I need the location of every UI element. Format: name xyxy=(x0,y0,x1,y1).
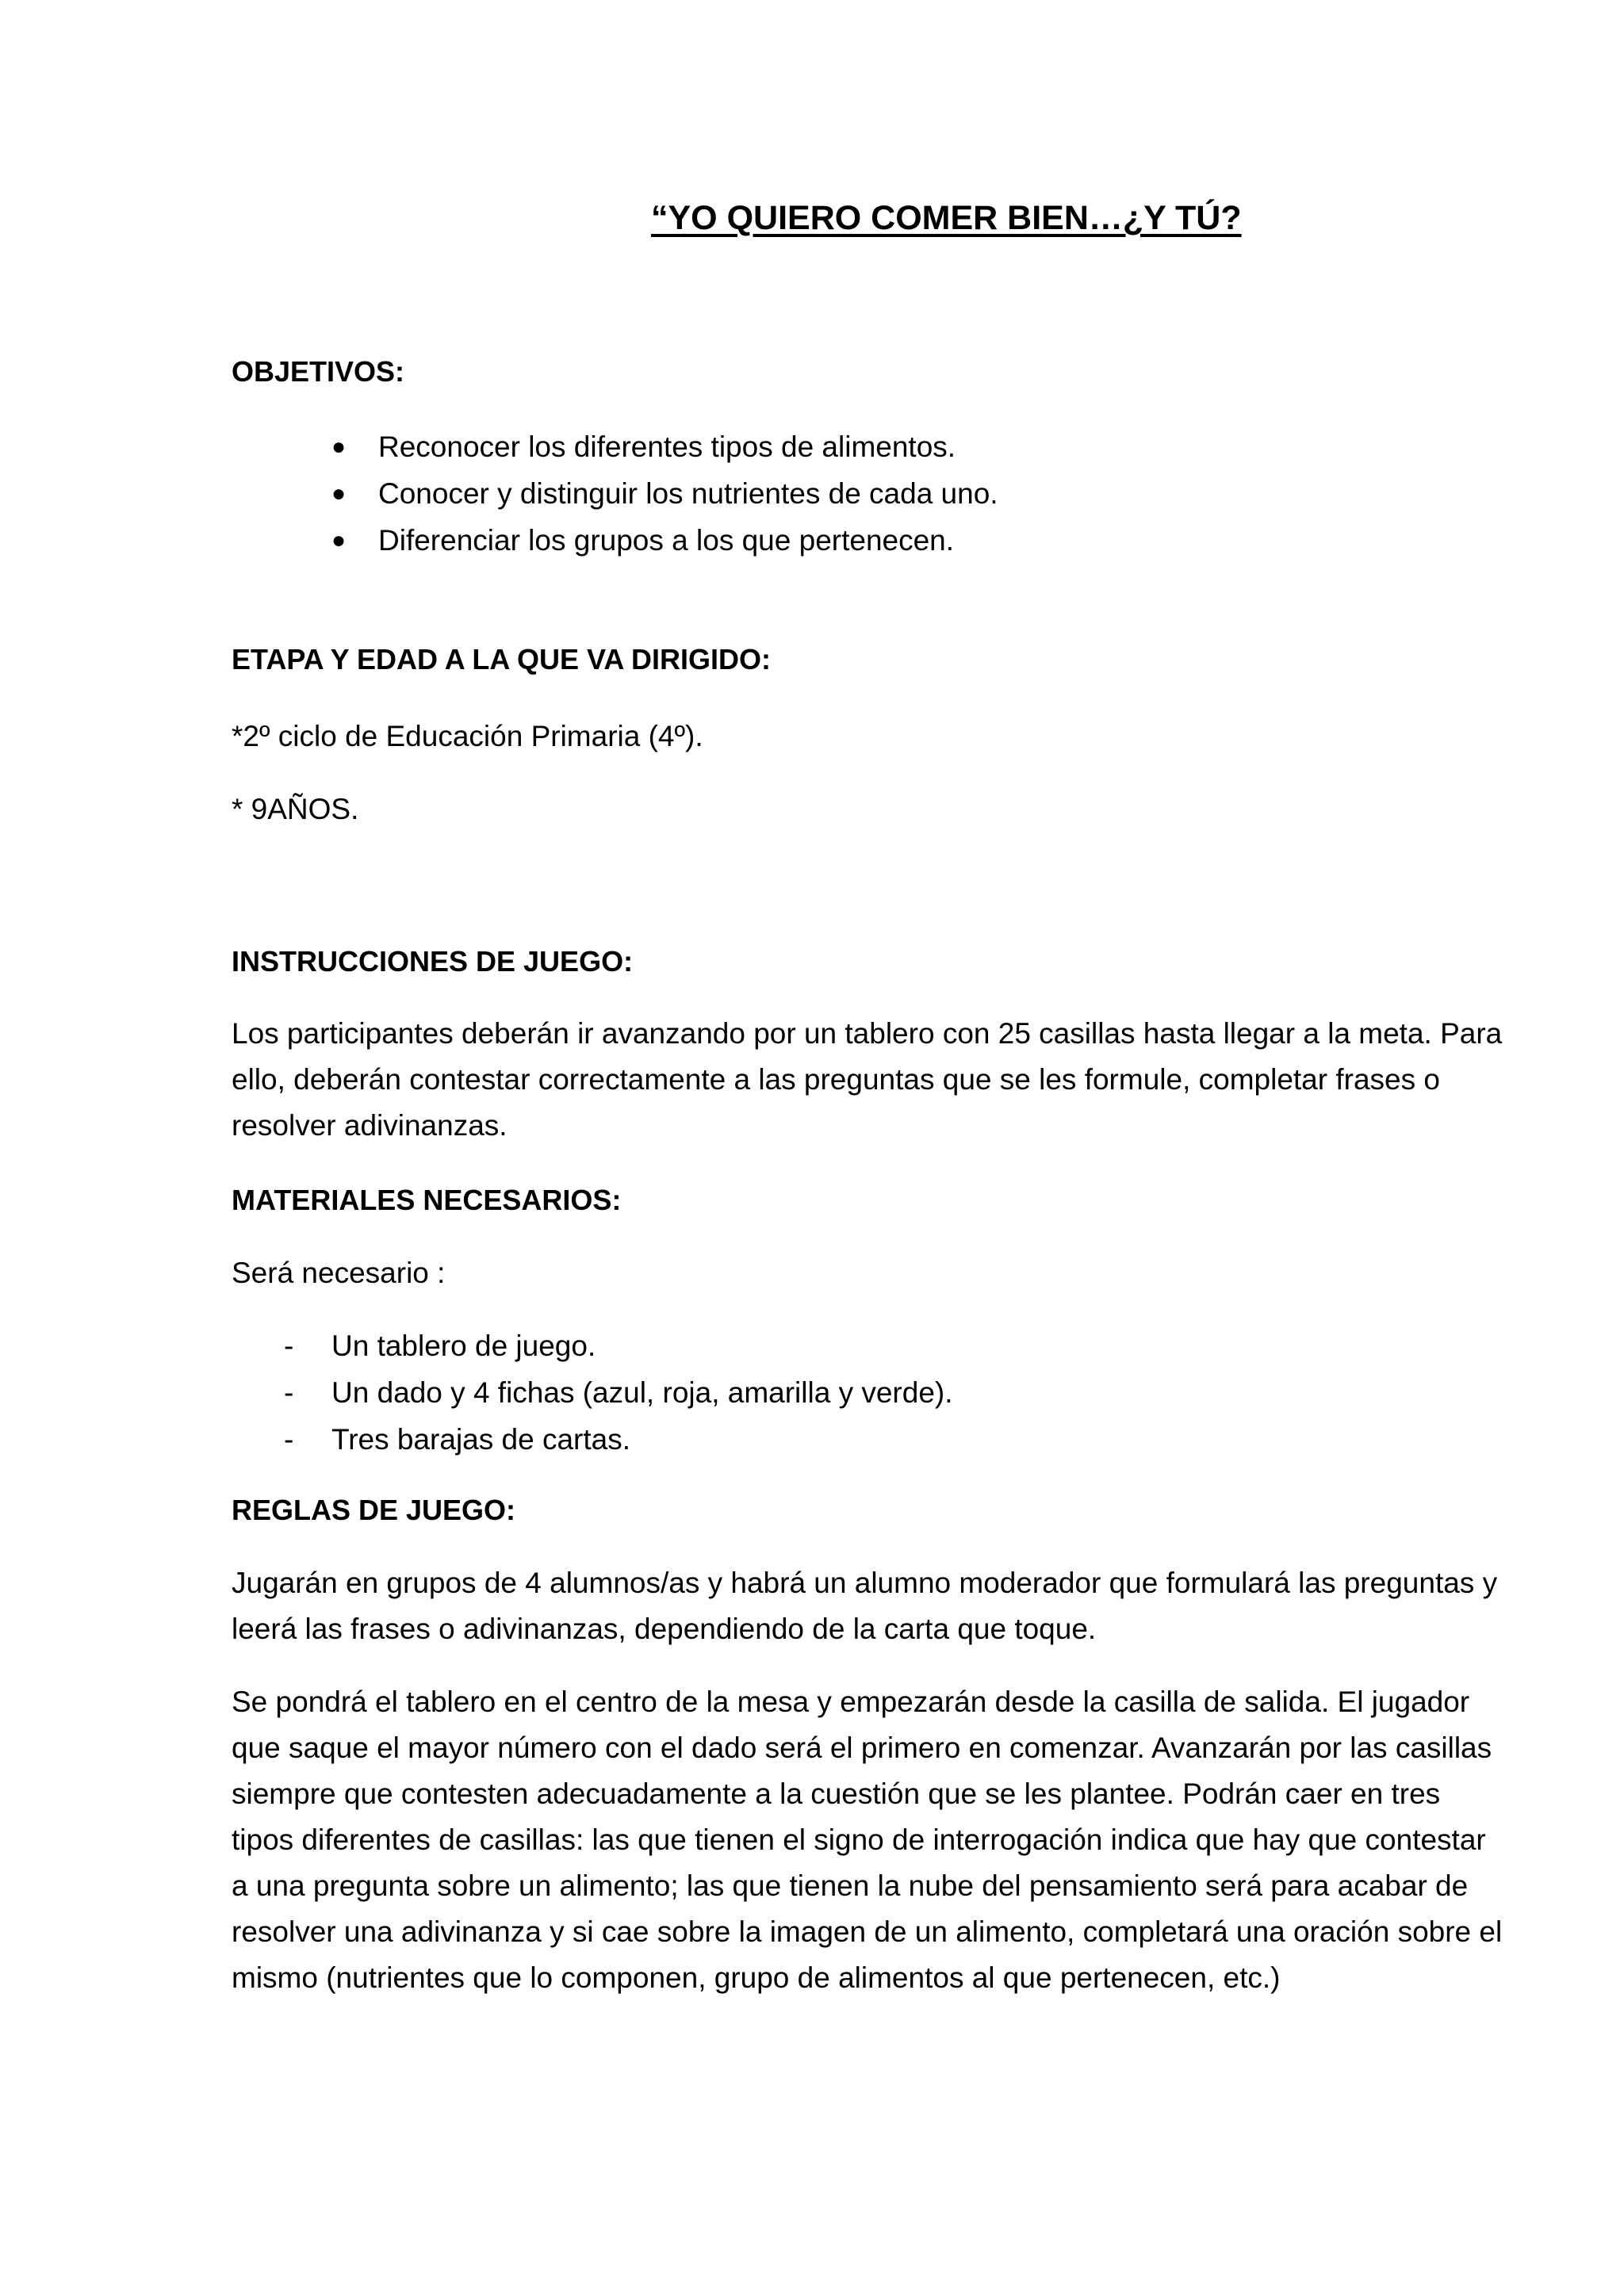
reglas-heading: REGLAS DE JUEGO: xyxy=(232,1494,516,1526)
etapa-heading: ETAPA Y EDAD A LA QUE VA DIRIGIDO: xyxy=(232,643,772,675)
materiales-intro: Será necesario : xyxy=(232,1257,446,1289)
dash-icon: - xyxy=(284,1376,294,1409)
reglas-p2-line: mismo (nutrientes que lo componen, grupo de alimentos al que pertenecen, etc.) xyxy=(232,1961,1281,1994)
materiales-heading: MATERIALES NECESARIOS: xyxy=(232,1184,622,1216)
instrucciones-line: ello, deberán contestar correctamente a las preguntas que se les formule, completar frases o xyxy=(232,1063,1440,1096)
bullet-icon: ● xyxy=(331,480,347,507)
objetivos-heading: OBJETIVOS: xyxy=(232,355,405,388)
dash-icon: - xyxy=(284,1330,294,1362)
dash-icon: - xyxy=(284,1423,294,1456)
reglas-p2-line: Se pondrá el tablero en el centro de la mesa y empezarán desde la casilla de salida. El jugador xyxy=(232,1686,1470,1718)
instrucciones-heading: INSTRUCCIONES DE JUEGO: xyxy=(232,945,634,978)
etapa-ciclo: *2º ciclo de Educación Primaria (4º). xyxy=(232,720,703,752)
page-title: “YO QUIERO COMER BIEN…¿Y TÚ? xyxy=(651,199,1242,237)
instrucciones-line: resolver adivinanzas. xyxy=(232,1109,508,1142)
reglas-p1-line: Jugarán en grupos de 4 alumnos/as y habrá un alumno moderador que formulará las preguntas y xyxy=(232,1567,1498,1599)
reglas-p2-line: siempre que contesten adecuadamente a la cuestión que se les plantee. Podrán caer en tres xyxy=(232,1777,1441,1810)
bullet-icon: ● xyxy=(331,527,347,553)
reglas-p2-line: que saque el mayor número con el dado será el primero en comenzar. Avanzarán por las casillas xyxy=(232,1732,1492,1764)
reglas-p1-line: leerá las frases o adivinanzas, dependiendo de la carta que toque. xyxy=(232,1613,1097,1645)
reglas-p2-line: tipos diferentes de casillas: las que tienen el signo de interrogación indica que hay que contestar xyxy=(232,1823,1486,1856)
instrucciones-line: Los participantes deberán ir avanzando por un tablero con 25 casillas hasta llegar a la meta. Para xyxy=(232,1017,1503,1050)
etapa-edad: * 9AÑOS. xyxy=(232,793,359,825)
reglas-p2-line: resolver una adivinanza y si cae sobre la imagen de un alimento, completará una oración sobre el xyxy=(232,1915,1503,1948)
reglas-p2-line: a una pregunta sobre un alimento; las que tienen la nube del pensamiento será para acabar de xyxy=(232,1869,1469,1902)
bullet-icon: ● xyxy=(331,434,347,460)
